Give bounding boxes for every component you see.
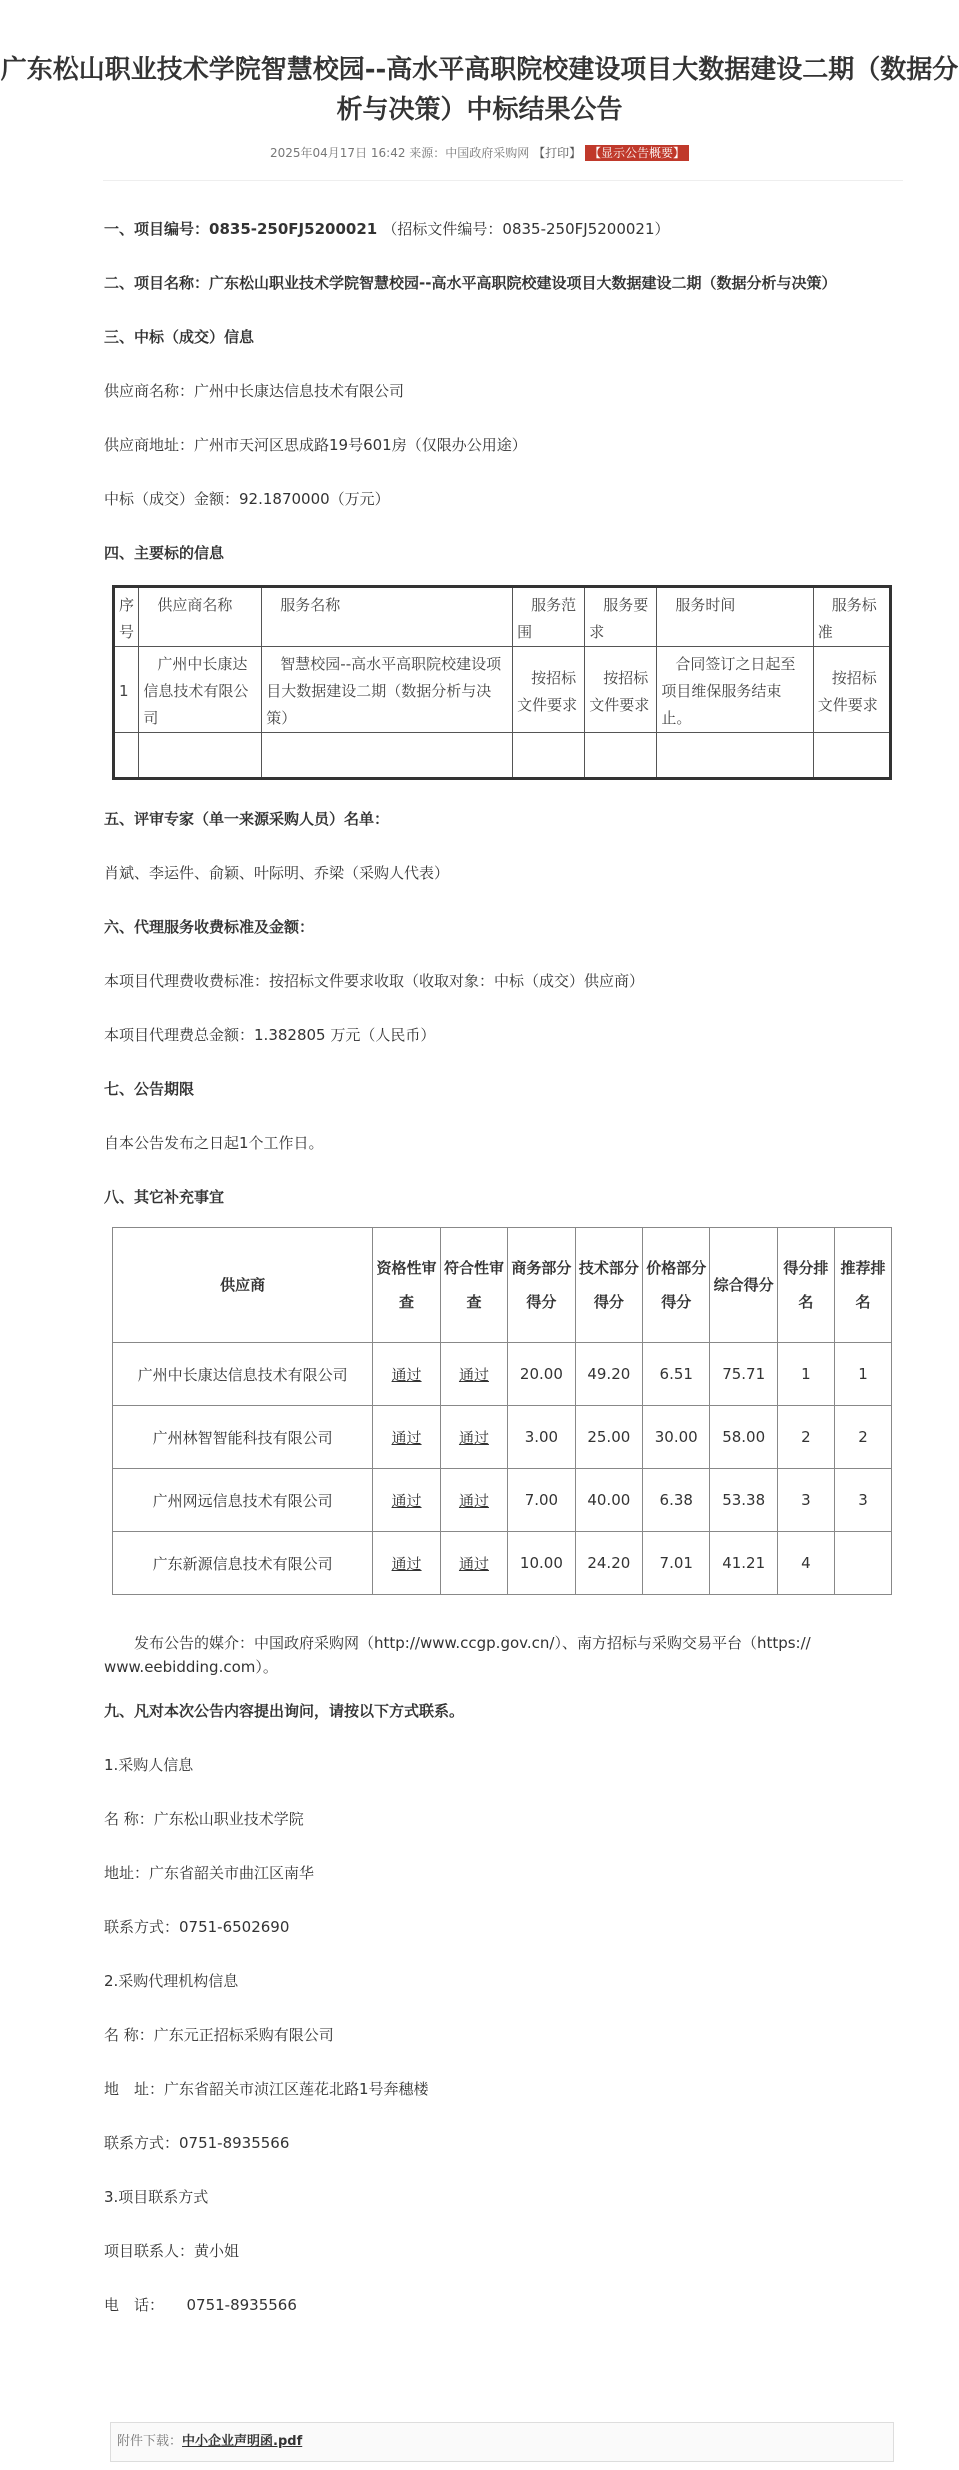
col-time: 服务时间 bbox=[657, 587, 813, 647]
section-project-number: 一、项目编号：0835-250FJ5200021 （招标文件编号：0835-250FJ5200021） bbox=[104, 220, 670, 238]
subject-table-row bbox=[114, 647, 891, 733]
col-qualification: 资格性审查 bbox=[373, 1228, 440, 1343]
cell-scope: 按招标文件要求 bbox=[513, 647, 585, 733]
attachment-bar bbox=[110, 2422, 894, 2462]
cell-standard: 按招标文件要求 bbox=[813, 647, 890, 733]
section-contact: 九、凡对本次公告内容提出询问，请按以下方式联系。 bbox=[104, 1702, 465, 1720]
subject-table-empty-row bbox=[114, 733, 891, 779]
agent-title: 2.采购代理机构信息 bbox=[104, 1972, 239, 1990]
subject-table-header bbox=[114, 587, 891, 647]
col-price-score: 价格部分得分 bbox=[643, 1228, 710, 1343]
col-supplier: 供应商名称 bbox=[139, 587, 262, 647]
show-summary-button[interactable]: 【显示公告概要】 bbox=[585, 145, 689, 161]
project-contact-person: 项目联系人：黄小姐 bbox=[104, 2242, 240, 2260]
agent-name: 名 称：广东元正招标采购有限公司 bbox=[104, 2026, 334, 2044]
section-experts: 五、评审专家（单一来源采购人员）名单： bbox=[104, 810, 390, 828]
project-contact-title: 3.项目联系方式 bbox=[104, 2188, 209, 2206]
section-agency-fee: 六、代理服务收费标准及金额： bbox=[104, 918, 315, 936]
score-row: 广东新源信息技术有限公司 通过 通过 10.00 24.20 7.01 41.21 4 bbox=[113, 1532, 892, 1595]
agent-address: 地 址：广东省韶关市浈江区莲花北路1号奔穗楼 bbox=[104, 2080, 429, 2098]
col-requirement: 服务要求 bbox=[585, 587, 657, 647]
cell-requirement: 按招标文件要求 bbox=[585, 647, 657, 733]
publish-source: 来源：中国政府采购网 bbox=[409, 146, 530, 160]
publish-meta bbox=[0, 144, 959, 161]
buyer-phone: 联系方式：0751-6502690 bbox=[104, 1918, 290, 1936]
col-supplier: 供应商 bbox=[113, 1228, 373, 1343]
section-other-matters: 八、其它补充事宜 bbox=[104, 1188, 225, 1206]
attachment-label: 附件下载： bbox=[117, 2434, 183, 2449]
award-amount: 中标（成交）金额：92.1870000（万元） bbox=[104, 490, 390, 508]
col-total-score: 综合得分 bbox=[710, 1228, 777, 1343]
supplier-name: 供应商名称：广州中长康达信息技术有限公司 bbox=[104, 382, 405, 400]
buyer-address: 地址：广东省韶关市曲江区南华 bbox=[104, 1864, 315, 1882]
title-divider bbox=[103, 180, 903, 181]
page-title bbox=[0, 0, 959, 130]
supplier-address: 供应商地址：广州市天河区思成路19号601房（仅限办公用途） bbox=[104, 436, 527, 454]
col-score-rank: 得分排名 bbox=[777, 1228, 834, 1343]
publish-media-line2: www.eebidding.com）。 bbox=[104, 1658, 278, 1676]
experts-list: 肖斌、李运件、俞颖、叶际明、乔梁（采购人代表） bbox=[104, 864, 450, 882]
cell-supplier: 广州中长康达信息技术有限公司 bbox=[139, 647, 262, 733]
title-line-1: 广东松山职业技术学院智慧校园--高水平高职院校建设项目大数据建设二期（数据分 bbox=[0, 55, 959, 85]
notice-period: 自本公告发布之日起1个工作日。 bbox=[104, 1134, 324, 1152]
score-row: 广州中长康达信息技术有限公司 通过 通过 20.00 49.20 6.51 75.71 1 1 bbox=[113, 1343, 892, 1406]
publish-date: 2025年04月17日 16:42 bbox=[269, 146, 406, 160]
buyer-name: 名 称：广东松山职业技术学院 bbox=[104, 1810, 304, 1828]
score-row: 广州网远信息技术有限公司 通过 通过 7.00 40.00 6.38 53.38 3 3 bbox=[113, 1469, 892, 1532]
col-compliance: 符合性审查 bbox=[440, 1228, 507, 1343]
col-recommend-rank: 推荐排名 bbox=[834, 1228, 891, 1343]
score-table bbox=[112, 1227, 892, 1595]
col-index: 序号 bbox=[114, 587, 139, 647]
score-table-header bbox=[113, 1228, 892, 1343]
subject-table bbox=[112, 585, 892, 780]
title-line-2: 析与决策）中标结果公告 bbox=[336, 95, 623, 125]
project-contact-phone: 电 话： 0751-8935566 bbox=[104, 2296, 297, 2314]
col-scope: 服务范围 bbox=[513, 587, 585, 647]
cell-service-name: 智慧校园--高水平高职院校建设项目大数据建设二期（数据分析与决策） bbox=[262, 647, 513, 733]
buyer-title: 1.采购人信息 bbox=[104, 1756, 194, 1774]
attachment-file-link[interactable]: 中小企业声明函.pdf bbox=[182, 2434, 303, 2449]
col-standard: 服务标准 bbox=[813, 587, 890, 647]
fee-total: 本项目代理费总金额：1.382805 万元（人民币） bbox=[104, 1026, 436, 1044]
fee-standard: 本项目代理费收费标准：按招标文件要求收取（收取对象：中标（成交）供应商） bbox=[104, 972, 645, 990]
score-row: 广州林智智能科技有限公司 通过 通过 3.00 25.00 30.00 58.00 2 2 bbox=[113, 1406, 892, 1469]
col-technical-score: 技术部分得分 bbox=[575, 1228, 642, 1343]
print-link[interactable]: 【打印】 bbox=[533, 146, 582, 160]
cell-index: 1 bbox=[114, 647, 139, 733]
section-notice-period: 七、公告期限 bbox=[104, 1080, 195, 1098]
cell-time: 合同签订之日起至项目维保服务结束止。 bbox=[657, 647, 813, 733]
col-business-score: 商务部分得分 bbox=[508, 1228, 575, 1343]
section-project-name: 二、项目名称：广东松山职业技术学院智慧校园--高水平高职院校建设项目大数据建设二期（数据分析与决策） bbox=[104, 274, 837, 292]
section-main-subject: 四、主要标的信息 bbox=[104, 544, 225, 562]
col-service-name: 服务名称 bbox=[262, 587, 513, 647]
section-award-info: 三、中标（成交）信息 bbox=[104, 328, 255, 346]
publish-media-line1: 发布公告的媒介：中国政府采购网（http://www.ccgp.gov.cn/）、南方招标与采购交易平台（https:// bbox=[134, 1634, 811, 1652]
agent-phone: 联系方式：0751-8935566 bbox=[104, 2134, 290, 2152]
